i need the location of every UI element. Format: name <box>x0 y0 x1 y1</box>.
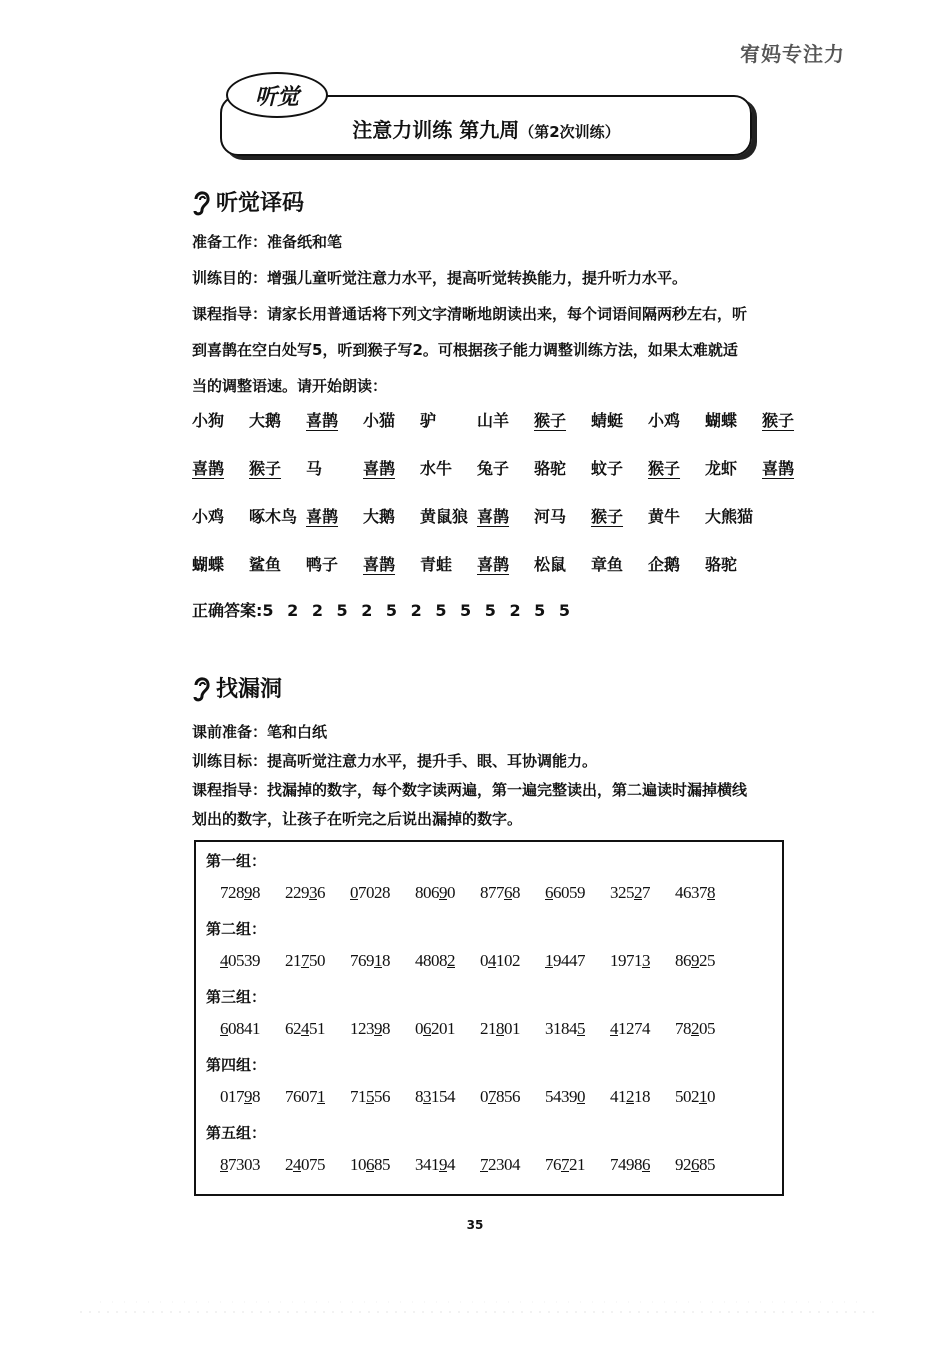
underlined-digit: 5 <box>366 1087 374 1106</box>
underlined-digit: 6 <box>691 1155 699 1174</box>
underlined-digit: 9 <box>374 1019 382 1038</box>
number-item: 50210 <box>675 1087 715 1106</box>
word: 河马 <box>534 507 567 526</box>
guide-text: 请家长用普通话将下列文字清晰地朗读出来，每个词语间隔两秒左右，听 <box>267 305 748 323</box>
word: 蚊子 <box>591 459 624 478</box>
number-item: 60841 <box>220 1019 260 1038</box>
target-word: 喜鹊 <box>306 507 339 526</box>
number-item: 21801 <box>480 1019 520 1038</box>
underlined-digit: 6 <box>545 883 553 902</box>
number-item: 41274 <box>610 1019 650 1038</box>
word: 水牛 <box>420 459 453 478</box>
word: 大鹅 <box>249 411 282 430</box>
number-item: 74986 <box>610 1155 650 1174</box>
underlined-digit: 4 <box>293 1155 301 1174</box>
number-item: 19447 <box>545 951 585 970</box>
word: 马 <box>306 459 323 478</box>
goal-line <box>192 747 792 776</box>
target-word: 喜鹊 <box>306 411 339 430</box>
number-item: 87303 <box>220 1155 260 1174</box>
word: 小猫 <box>363 411 396 430</box>
underlined-digit: 0 <box>577 1087 585 1106</box>
word: 松鼠 <box>534 555 567 574</box>
underlined-digit: 9 <box>691 951 699 970</box>
target-word: 猴子 <box>762 411 795 430</box>
number-item: 76721 <box>545 1155 585 1174</box>
underlined-digit: 6 <box>642 1155 650 1174</box>
underlined-digit: 2 <box>634 883 642 902</box>
word: 黄牛 <box>648 507 681 526</box>
title-subtitle: （第2次训练） <box>519 123 620 141</box>
prep-line <box>192 224 792 260</box>
number-item: 07856 <box>480 1087 520 1106</box>
prep-text: 笔和白纸 <box>267 723 328 741</box>
underlined-digit: 6 <box>220 1019 228 1038</box>
underlined-digit: 9 <box>439 883 447 902</box>
underlined-digit: 1 <box>374 951 382 970</box>
word: 骆驼 <box>534 459 567 478</box>
group-label: 第二组： <box>206 920 267 938</box>
number-item: 34194 <box>415 1155 455 1174</box>
number-item: 92685 <box>675 1155 715 1174</box>
word-row <box>192 504 792 552</box>
number-item: 31845 <box>545 1019 585 1038</box>
answer-line <box>192 598 574 621</box>
target-word: 喜鹊 <box>477 507 510 526</box>
underlined-digit: 3 <box>642 951 650 970</box>
word: 山羊 <box>477 411 510 430</box>
underlined-digit: 4 <box>220 951 228 970</box>
underlined-digit: 1 <box>545 951 553 970</box>
underlined-digit: 4 <box>488 951 496 970</box>
page-title <box>222 114 750 143</box>
underlined-digit: 4 <box>301 1019 309 1038</box>
underlined-digit: 1 <box>317 1087 325 1106</box>
number-item: 54390 <box>545 1087 585 1106</box>
number-item: 46378 <box>675 883 715 902</box>
underlined-digit: 0 <box>350 883 358 902</box>
number-row <box>196 1087 782 1113</box>
underlined-digit: 2 <box>626 1087 634 1106</box>
word: 蜻蜓 <box>591 411 624 430</box>
guide-line-3: 当的调整语速。请开始朗读： <box>192 377 388 395</box>
ear-icon <box>190 187 212 217</box>
answer-label: 正确答案: <box>192 601 263 620</box>
underlined-digit: 7 <box>488 1087 496 1106</box>
goal-text: 提高听觉注意力水平，提升手、眼、耳协调能力。 <box>267 752 598 770</box>
scan-noise <box>80 1290 880 1320</box>
number-item: 76918 <box>350 951 390 970</box>
target-word: 喜鹊 <box>192 459 225 478</box>
word: 企鹅 <box>648 555 681 574</box>
number-item: 12398 <box>350 1019 390 1038</box>
number-item: 83154 <box>415 1087 455 1106</box>
group-label: 第一组： <box>206 852 267 870</box>
number-item: 24075 <box>285 1155 325 1174</box>
underlined-digit: 9 <box>439 1155 447 1174</box>
underlined-digit: 9 <box>244 1087 252 1106</box>
target-word: 猴子 <box>534 411 567 430</box>
prep-label: 课前准备： <box>192 723 268 741</box>
title-text: 注意力训练 第九周 <box>352 118 520 142</box>
word: 青蛙 <box>420 555 453 574</box>
group-label: 第五组： <box>206 1124 267 1142</box>
guide-line-1 <box>192 296 792 332</box>
number-item: 07028 <box>350 883 390 902</box>
number-item: 04102 <box>480 951 520 970</box>
section-heading-listening-decode <box>190 186 304 217</box>
word: 兔子 <box>477 459 510 478</box>
word-list <box>192 408 795 600</box>
guide-line-2: 到喜鹊在空白处写5，听到猴子写2。可根据孩子能力调整训练方法，如果太难就适 <box>192 341 738 359</box>
underlined-digit: 1 <box>699 1087 707 1106</box>
section1-description <box>192 224 792 404</box>
word: 大鹅 <box>363 507 396 526</box>
number-item: 66059 <box>545 883 585 902</box>
section-title: 找漏洞 <box>216 677 283 702</box>
guide-line-2: 划出的数字，让孩子在听完之后说出漏掉的数字。 <box>192 810 523 828</box>
brand-watermark: 宥妈专注力 <box>740 42 845 66</box>
word-row <box>192 456 795 504</box>
underlined-digit: 2 <box>691 1019 699 1038</box>
underlined-digit: 3 <box>309 883 317 902</box>
underlined-digit: 6 <box>423 1019 431 1038</box>
underlined-digit: 7 <box>301 951 309 970</box>
word: 章鱼 <box>591 555 624 574</box>
goal-label: 训练目标： <box>192 752 268 770</box>
word: 骆驼 <box>705 555 738 574</box>
word: 小鸡 <box>192 507 225 526</box>
word: 驴 <box>420 411 437 430</box>
word: 小鸡 <box>648 411 681 430</box>
guide-line-1 <box>192 776 792 805</box>
number-item: 71556 <box>350 1087 390 1106</box>
word: 蝴蝶 <box>192 555 225 574</box>
goal-label: 训练目的： <box>192 269 268 287</box>
number-item: 80690 <box>415 883 455 902</box>
number-row <box>196 883 782 909</box>
section2-description <box>192 718 792 834</box>
word: 啄木鸟 <box>249 507 298 526</box>
word: 黄鼠狼 <box>420 507 469 526</box>
number-groups-box <box>194 840 784 1196</box>
number-item: 10685 <box>350 1155 390 1174</box>
number-item: 48082 <box>415 951 455 970</box>
target-word: 喜鹊 <box>762 459 795 478</box>
number-item: 01798 <box>220 1087 260 1106</box>
target-word: 喜鹊 <box>477 555 510 574</box>
number-item: 06201 <box>415 1019 455 1038</box>
number-item: 72898 <box>220 883 260 902</box>
target-word: 猴子 <box>648 459 681 478</box>
underlined-digit: 6 <box>366 1155 374 1174</box>
ear-icon <box>190 673 212 703</box>
underlined-digit: 2 <box>447 951 455 970</box>
target-word: 喜鹊 <box>363 459 396 478</box>
number-item: 87768 <box>480 883 520 902</box>
section-title: 听觉译码 <box>216 191 305 216</box>
word-row <box>192 552 792 600</box>
number-item: 21750 <box>285 951 325 970</box>
prep-text: 准备纸和笔 <box>267 233 343 251</box>
goal-text: 增强儿童听觉注意力水平，提高听觉转换能力，提升听力水平。 <box>267 269 688 287</box>
answer-digits: 5 2 2 5 2 5 2 5 5 5 2 5 5 <box>262 601 574 620</box>
underlined-digit: 8 <box>496 1019 504 1038</box>
number-row <box>196 951 782 977</box>
prep-line <box>192 718 792 747</box>
group-label: 第四组： <box>206 1056 267 1074</box>
underlined-digit: 6 <box>504 883 512 902</box>
number-item: 86925 <box>675 951 715 970</box>
number-item: 19713 <box>610 951 650 970</box>
prep-label: 准备工作： <box>192 233 268 251</box>
number-item: 76071 <box>285 1087 325 1106</box>
goal-line <box>192 260 792 296</box>
guide-text: 找漏掉的数字，每个数字读两遍，第一遍完整读出，第二遍读时漏掉横线 <box>267 781 748 799</box>
word: 龙虾 <box>705 459 738 478</box>
word: 鸭子 <box>306 555 339 574</box>
underlined-digit: 7 <box>561 1155 569 1174</box>
underlined-digit: 9 <box>244 883 252 902</box>
word: 大熊猫 <box>705 507 754 526</box>
word-row <box>192 408 795 456</box>
underlined-digit: 3 <box>423 1087 431 1106</box>
underlined-digit: 8 <box>707 883 715 902</box>
underlined-digit: 7 <box>480 1155 488 1174</box>
number-item: 32527 <box>610 883 650 902</box>
number-item: 41218 <box>610 1087 650 1106</box>
word: 鲨鱼 <box>249 555 282 574</box>
group-label: 第三组： <box>206 988 267 1006</box>
underlined-digit: 5 <box>577 1019 585 1038</box>
guide-label: 课程指导： <box>192 781 268 799</box>
number-item: 40539 <box>220 951 260 970</box>
underlined-digit: 8 <box>220 1155 228 1174</box>
target-word: 猴子 <box>249 459 282 478</box>
guide-label: 课程指导： <box>192 305 268 323</box>
number-item: 78205 <box>675 1019 715 1038</box>
word: 小狗 <box>192 411 225 430</box>
underlined-digit: 4 <box>610 1019 618 1038</box>
number-row <box>196 1019 782 1045</box>
number-item: 22936 <box>285 883 325 902</box>
target-word: 喜鹊 <box>363 555 396 574</box>
target-word: 猴子 <box>591 507 624 526</box>
page-number: 35 <box>466 1218 484 1232</box>
number-item: 72304 <box>480 1155 520 1174</box>
number-item: 62451 <box>285 1019 325 1038</box>
category-badge: 听觉 <box>226 72 328 118</box>
word: 蝴蝶 <box>705 411 738 430</box>
section-heading-find-gaps <box>190 672 282 703</box>
number-row <box>196 1155 782 1181</box>
